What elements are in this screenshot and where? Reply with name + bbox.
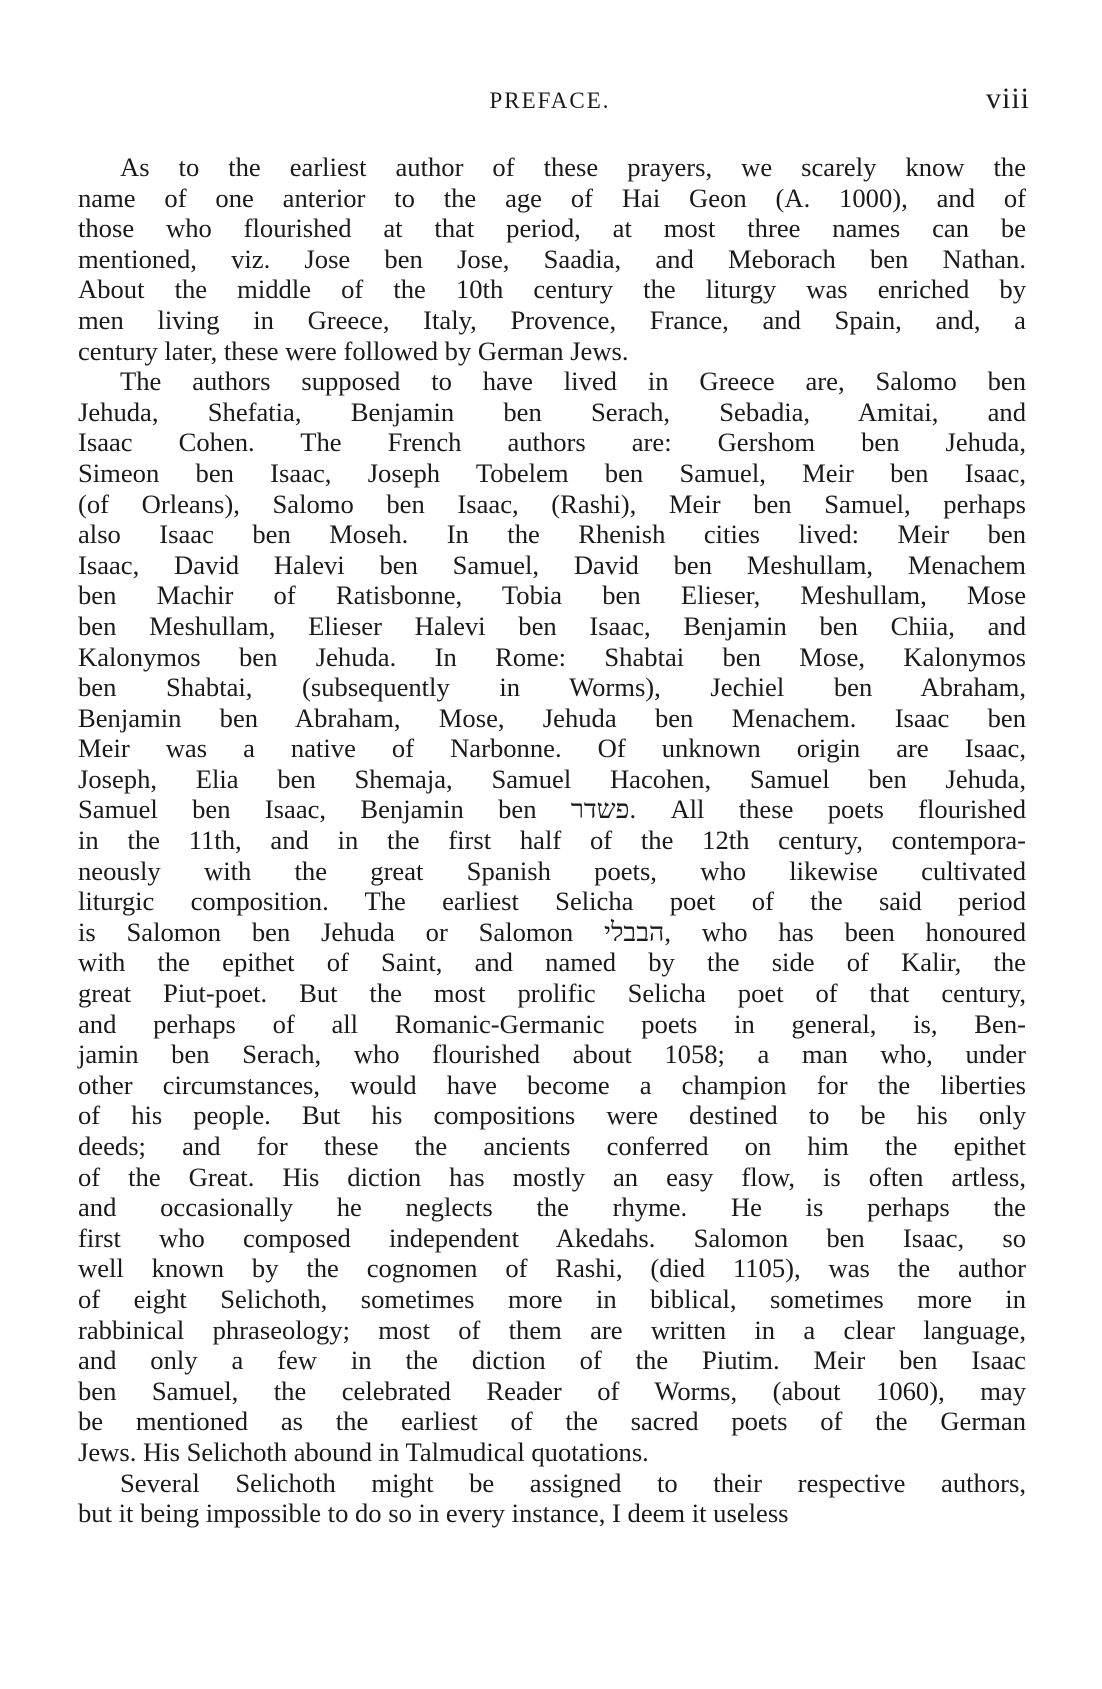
text-line: mentioned, viz. Jose ben Jose, Saadia, and Meborach ben Nathan.: [78, 243, 1026, 274]
text-line: deeds; and for these the ancients conferred on him the epithet: [78, 1131, 1026, 1161]
text-line: Kalonymos ben Jehuda. In Rome: Shabtai ben Mose, Kalonymos: [78, 641, 1026, 672]
text-line: century later, these were followed by German Jews.: [78, 335, 629, 366]
text-line: ben Samuel, the celebrated Reader of Worms, (about 1060), may: [78, 1375, 1026, 1406]
text-line: Joseph, Elia ben Shemaja, Samuel Hacohen, Samuel ben Jehuda,: [78, 763, 1026, 794]
running-title: PREFACE.: [489, 88, 611, 113]
text-line: is Salomon ben Jehuda or Salomon הבבלי, who has been honoured: [78, 916, 1026, 947]
text-line: men living in Greece, Italy, Provence, France, and Spain, and, a: [78, 304, 1026, 335]
text-line: of eight Selichoth, sometimes more in biblical, sometimes more in: [78, 1283, 1026, 1314]
text-line: great Piut-poet. But the most prolific Selicha poet of that century,: [78, 978, 1026, 1009]
text-line: jamin ben Serach, who flourished about 1058; a man who, under: [78, 1039, 1026, 1070]
text-line: but it being impossible to do so in every instance, I deem it useless: [78, 1498, 789, 1529]
text-line: and perhaps of all Romanic-Germanic poets in general, is, Ben-: [78, 1008, 1026, 1039]
text-line: and only a few in the diction of the Piutim. Meir ben Isaac: [78, 1345, 1026, 1376]
text-line: in the 11th, and in the first half of the 12th century, contempora-: [78, 825, 1026, 856]
text-line: Several Selichoth might be assigned to their respective authors,: [120, 1467, 1026, 1498]
text-line: with the epithet of Saint, and named by the side of Kalir, the: [78, 947, 1026, 978]
text-line: Meir was a native of Narbonne. Of unknown origin are Isaac,: [78, 733, 1026, 764]
text-line: liturgic composition. The earliest Selicha poet of the said period: [78, 886, 1026, 917]
paragraph: [78, 1468, 1026, 1529]
text-line: Jews. His Selichoth abound in Talmudical quotations.: [78, 1436, 649, 1467]
text-line: also Isaac ben Moseh. In the Rhenish cities lived: Meir ben: [78, 519, 1026, 550]
paragraph: [78, 152, 1026, 366]
text-line: other circumstances, would have become a champion for the liberties: [78, 1069, 1026, 1100]
page-header: [70, 82, 1030, 122]
text-line: ben Meshullam, Elieser Halevi ben Isaac, Benjamin ben Chiia, and: [78, 610, 1026, 641]
text-line: be mentioned as the earliest of the sacred poets of the German: [78, 1406, 1026, 1437]
text-line: and occasionally he neglects the rhyme. He is perhaps the: [78, 1192, 1026, 1223]
paragraph: [78, 366, 1026, 1467]
text-line: name of one anterior to the age of Hai Geon (A. 1000), and of: [78, 182, 1026, 213]
text-line: Benjamin ben Abraham, Mose, Jehuda ben Menachem. Isaac ben: [78, 702, 1026, 733]
text-line: ben Machir of Ratisbonne, Tobia ben Elieser, Meshullam, Mose: [78, 580, 1026, 611]
page-number: viii: [985, 82, 1030, 115]
text-line: Samuel ben Isaac, Benjamin ben פשדר. All these poets flourished: [78, 794, 1026, 825]
text-line: well known by the cognomen of Rashi, (died 1105), was the author: [78, 1253, 1026, 1284]
text-line: Jehuda, Shefatia, Benjamin ben Serach, Sebadia, Amitai, and: [78, 396, 1026, 427]
text-line: Isaac Cohen. The French authors are: Gershom ben Jehuda,: [78, 427, 1026, 458]
text-line: first who composed independent Akedahs. Salomon ben Isaac, so: [78, 1222, 1026, 1253]
text-line: ben Shabtai, (subsequently in Worms), Jechiel ben Abraham,: [78, 672, 1026, 703]
text-line: those who flourished at that period, at most three names can be: [78, 213, 1026, 244]
text-line: rabbinical phraseology; most of them are written in a clear language,: [78, 1314, 1026, 1345]
text-line: Simeon ben Isaac, Joseph Tobelem ben Samuel, Meir ben Isaac,: [78, 457, 1026, 488]
text-line: of the Great. His diction has mostly an easy flow, is often artless,: [78, 1161, 1026, 1192]
text-line: neously with the great Spanish poets, who likewise cultivated: [78, 855, 1026, 886]
text-line: About the middle of the 10th century the liturgy was enriched by: [78, 274, 1026, 305]
text-line: (of Orleans), Salomo ben Isaac, (Rashi), Meir ben Samuel, perhaps: [78, 488, 1026, 519]
text-line: As to the earliest author of these prayers, we scarely know the: [120, 152, 1026, 182]
text-line: of his people. But his compositions were destined to be his only: [78, 1100, 1026, 1131]
body-text: [78, 152, 1026, 1529]
text-line: The authors supposed to have lived in Greece are, Salomo ben: [120, 366, 1026, 397]
text-line: Isaac, David Halevi ben Samuel, David ben Meshullam, Menachem: [78, 549, 1026, 580]
